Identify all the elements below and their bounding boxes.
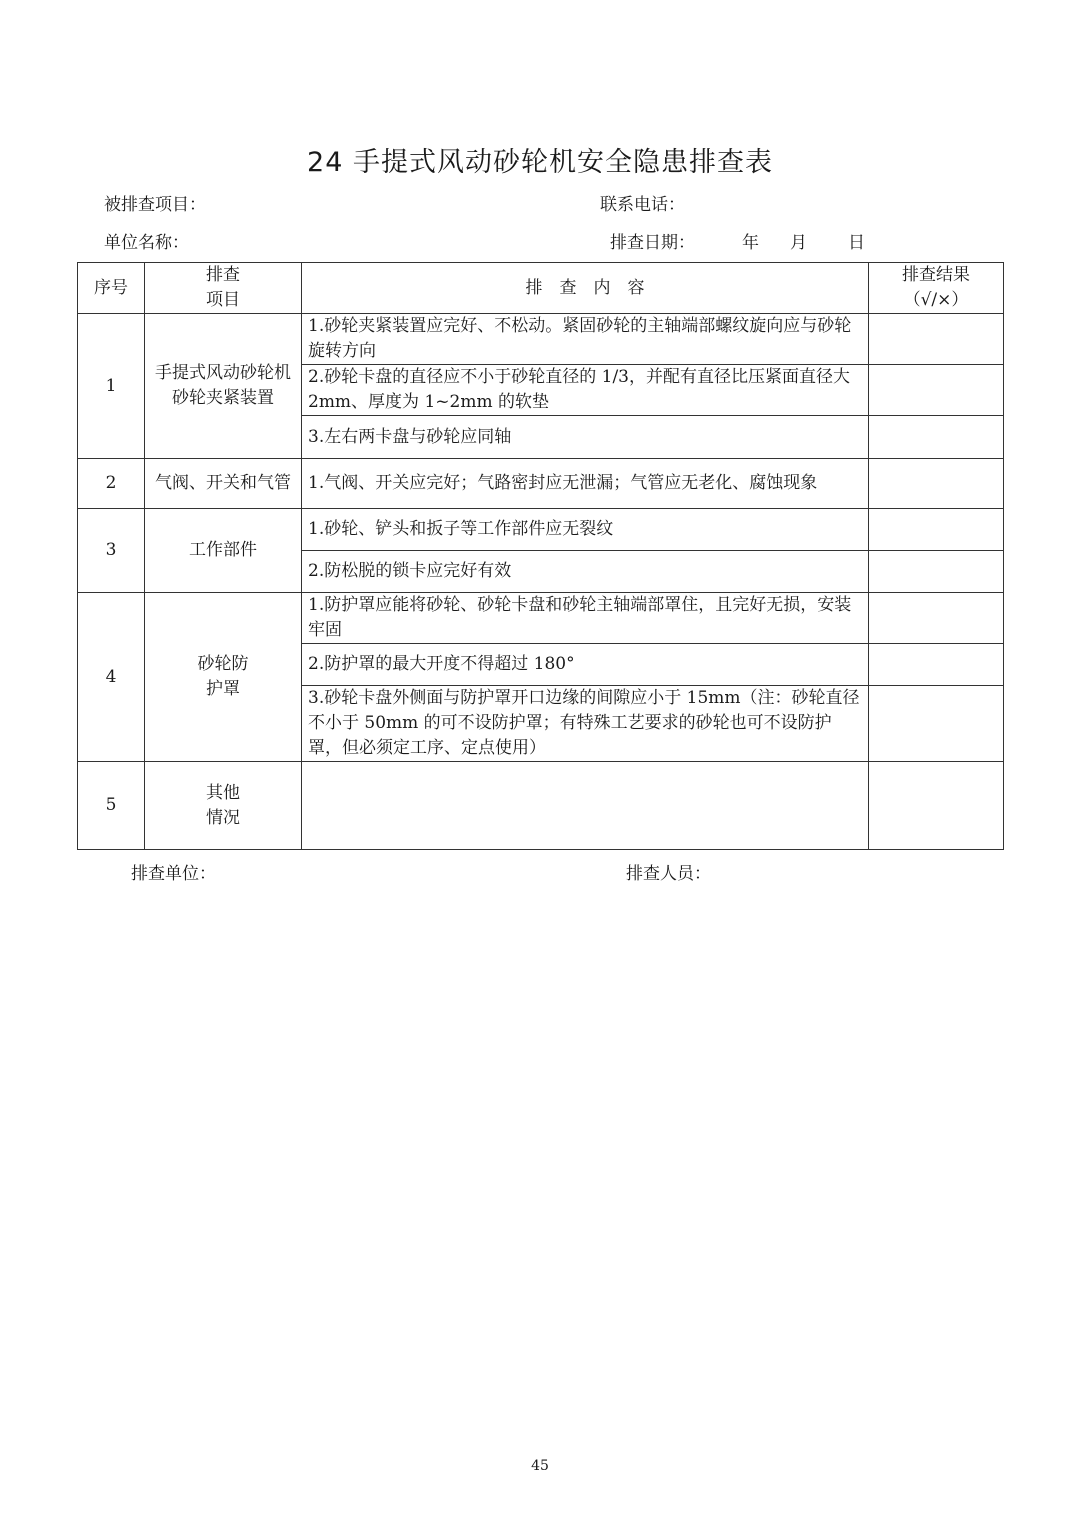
result-cell[interactable]	[869, 593, 1004, 644]
result-cell[interactable]	[869, 459, 1004, 509]
inspection-table	[77, 262, 1004, 850]
date-day: 日	[848, 233, 865, 253]
row-seq: 3	[78, 509, 145, 593]
row-content: 2.防松脱的锁卡应完好有效	[302, 551, 869, 593]
result-cell[interactable]	[869, 644, 1004, 686]
result-cell[interactable]	[869, 509, 1004, 551]
unit-name-label: 单位名称：	[104, 233, 189, 253]
row-content: 3.砂轮卡盘外侧面与防护罩开口边缘的间隙应小于 15mm（注：砂轮直径不小于 50mm 的可不设防护罩；有特殊工艺要求的砂轮也可不设防护罩，但必须定工序、定点使用）	[302, 686, 869, 762]
table-row	[78, 593, 1004, 644]
date-year: 年	[742, 233, 759, 253]
row-item	[145, 593, 302, 762]
row-content: 2.砂轮卡盘的直径应不小于砂轮直径的 1/3，并配有直径比压紧面直径大 2mm、厚度为 1~2mm 的软垫	[302, 365, 869, 416]
row-item: 工作部件	[145, 509, 302, 593]
result-cell[interactable]	[869, 416, 1004, 459]
row-item-line2: 情况	[206, 807, 240, 828]
col-content-header: 排 查 内 容	[302, 263, 869, 314]
phone-label: 联系电话：	[600, 195, 685, 215]
inspection-date-label: 排查日期：	[610, 233, 695, 253]
row-seq: 5	[78, 762, 145, 850]
row-item: 气阀、开关和气管	[145, 459, 302, 509]
col-item-header-line1: 排查	[206, 265, 240, 285]
col-result-header	[869, 263, 1004, 314]
row-content[interactable]	[302, 762, 869, 850]
result-cell[interactable]	[869, 762, 1004, 850]
inspected-project-label: 被排查项目：	[104, 195, 206, 215]
result-cell[interactable]	[869, 365, 1004, 416]
page-title: 24 手提式风动砂轮机安全隐患排查表	[307, 147, 773, 178]
table-row	[78, 509, 1004, 551]
inspection-unit-label: 排查单位：	[131, 864, 216, 884]
row-content: 2.防护罩的最大开度不得超过 180°	[302, 644, 869, 686]
inspector-label: 排查人员：	[626, 864, 711, 884]
row-content: 1.防护罩应能将砂轮、砂轮卡盘和砂轮主轴端部罩住，且完好无损，安装牢固	[302, 593, 869, 644]
row-item-line1: 其他	[206, 782, 240, 803]
row-item-line1: 砂轮防	[197, 654, 249, 674]
table-row	[78, 762, 1004, 850]
row-seq: 2	[78, 459, 145, 509]
row-item-line2: 护罩	[206, 679, 240, 699]
col-item-header-line2: 项目	[206, 290, 240, 310]
row-seq: 1	[78, 314, 145, 459]
row-content: 1.气阀、开关应完好；气路密封应无泄漏；气管应无老化、腐蚀现象	[302, 459, 869, 509]
row-content: 3.左右两卡盘与砂轮应同轴	[302, 416, 869, 459]
result-cell[interactable]	[869, 551, 1004, 593]
result-cell[interactable]	[869, 314, 1004, 365]
col-result-header-line2: （√/×）	[903, 290, 969, 310]
col-seq-header: 序号	[78, 263, 145, 314]
table-header-row	[78, 263, 1004, 314]
row-seq: 4	[78, 593, 145, 762]
date-month: 月	[790, 233, 807, 253]
row-content: 1.砂轮夹紧装置应完好、不松动。紧固砂轮的主轴端部螺纹旋向应与砂轮旋转方向	[302, 314, 869, 365]
result-cell[interactable]	[869, 686, 1004, 762]
col-result-header-line1: 排查结果	[902, 265, 970, 285]
page-number: 45	[531, 1458, 549, 1474]
row-item: 手提式风动砂轮机砂轮夹紧装置	[145, 314, 302, 459]
row-content: 1.砂轮、铲头和扳子等工作部件应无裂纹	[302, 509, 869, 551]
table-row	[78, 314, 1004, 365]
table-row	[78, 459, 1004, 509]
row-item	[145, 762, 302, 850]
col-item-header	[145, 263, 302, 314]
